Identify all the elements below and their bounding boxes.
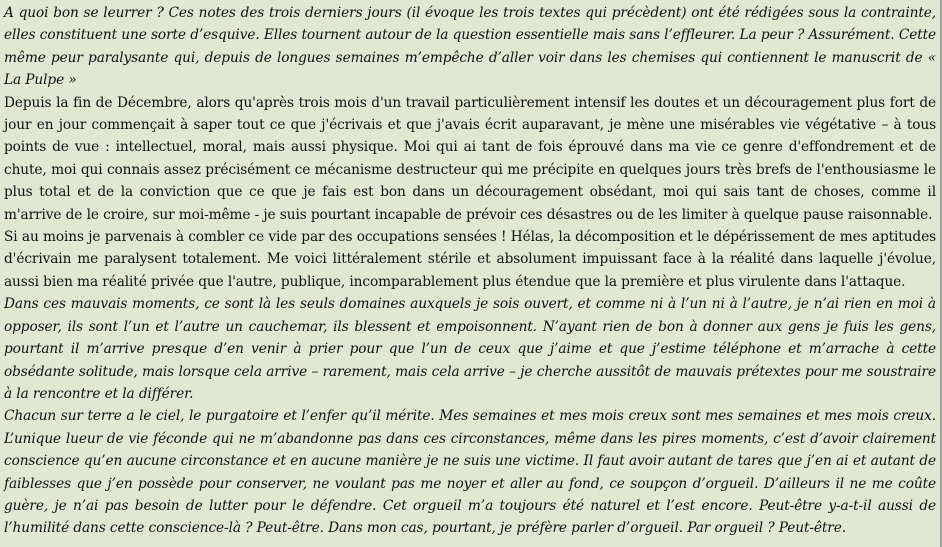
paragraph-2: Depuis la fin de Décembre, alors qu'après trois mois d'un travail particulièrement intensif les doutes et un découragement plus fort de jour en jour commençait à saper tout ce que j'écrivais et que j'avais écrit auparavant, je mène une misérables vie végétative – à tous points de vue : intellectuel, moral, mais aussi physique. Moi qui ai tant de fois éprouvé dans ma vie ce genre d'effondrement et de chute, moi qui connais assez précisément ce mécanisme destructeur qui me précipite en quelques jours très brefs de l'enthousiasme le plus total et de la conviction que ce que je fais est bon dans un découragement obsédant, moi qui sais tant de choses, comme il m'arrive de le croire, sur moi-même - je suis pourtant incapable de prévoir ces désastres ou de les limiter à quelque pause raisonnable.	[4, 94, 936, 223]
paragraph-1: A quoi bon se leurrer ? Ces notes des trois derniers jours (il évoque les trois textes qui précèdent) ont été rédigées sous la contrainte, elles constituent une sorte d’esquive. Elles tournent autour de la question essentielle mais sans l’effleurer. La peur ? Assurément. Cette même peur paralysante qui, depuis de longues semaines m’empêche d’aller voir dans les chemises qui contiennent le manuscrit de « La Pulpe »	[4, 5, 936, 89]
paragraph-4: Dans ces mauvais moments, ce sont là les seuls domaines auxquels je sois ouvert, et comme ni à l’un ni à l’autre, je n’ai rien en moi à opposer, ils sont l’un et l’autre un cauchemar, ils blessent et empoisonnent. N’ayant rien de bon à donner aux gens je fuis les gens, pourtant il m’arrive presque d’en venir à prier pour que l’un de ceux que j’aime et que j’estime téléphone et m’arrache à cette obsédante solitude, mais lorsque cela arrive – rarement, mais cela arrive – je cherche aussitôt de mauvais prétextes pour me soustraire à la rencontre et la différer.	[4, 296, 936, 402]
paragraph-3: Si au moins je parvenais à combler ce vide par des occupations sensées ! Hélas, la décomposition et le dépérissement de mes aptitudes d'écrivain me paralysent totalement. Me voici littéralement stérile et absolument impuissant face à la réalité dans laquelle j'évolue, aussi bien ma réalité privée que l'autre, publique, incomparablement plus étendue que la première et plus virulente dans l'attaque.	[4, 229, 936, 290]
paragraph-5: Chacun sur terre a le ciel, le purgatoire et l’enfer qu’il mérite. Mes semaines et mes mois creux sont mes semaines et mes mois creux. L’unique lueur de vie féconde qui ne m’abandonne pas dans ces circonstances, même dans les pires moments, c’est d’avoir clairement conscience qu’en aucune circonstance et en aucune manière je ne suis une victime. Il faut avoir autant de tares que j’en ai et autant de faiblesses que j’en possède pour conserver, ne voulant pas me noyer et aller au fond, ce soupçon d’orgueil. D’ailleurs il ne me coûte guère, je n’ai pas besoin de lutter pour le défendre. Cet orgueil m’a toujours été naturel et l’est encore. Peut-être y-a-t-il aussi de l’humilité dans cette conscience-là ? Peut-être. Dans mon cas, pourtant, je préfère parler d’orgueil. Par orgueil ? Peut-être.	[4, 408, 936, 537]
